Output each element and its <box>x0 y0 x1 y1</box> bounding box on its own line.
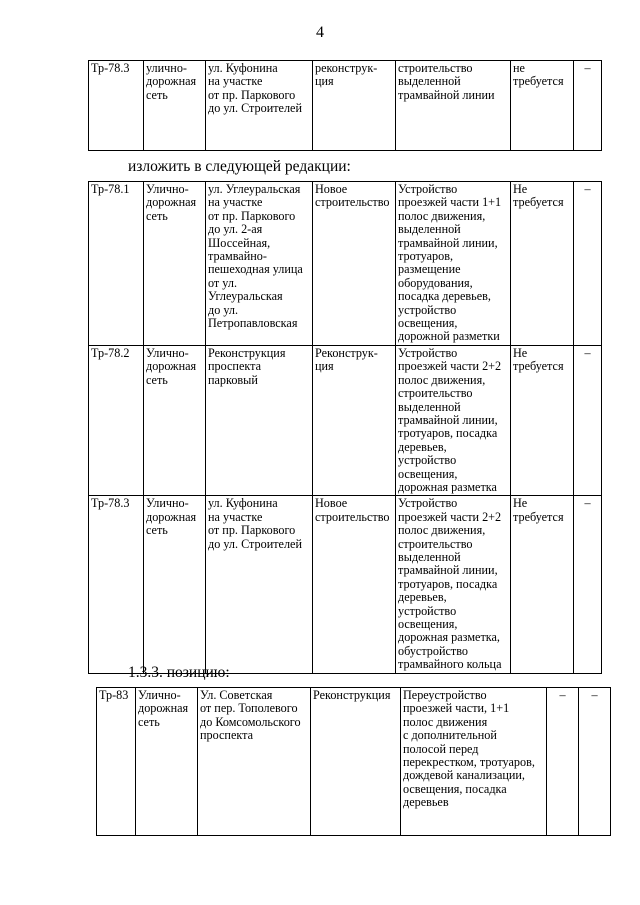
code-cell: Тр-83 <box>97 688 136 836</box>
type-cell: Улично- дорожная сеть <box>144 182 206 346</box>
type-cell: Улично- дорожная сеть <box>144 496 206 673</box>
type-cell: улично- дорожная сеть <box>144 61 206 151</box>
position-table <box>96 687 611 836</box>
table-row <box>89 345 602 495</box>
description-cell: строительство выделенной трамвайной линии <box>396 61 511 151</box>
dash-cell: – <box>547 688 579 836</box>
description-cell: Устройство проезжей части 1+1 полос движения, выделенной трамвайной линии, тротуаров, размещение оборудования, посадка деревьев, устройство освещения, дорожной разметки <box>396 182 511 346</box>
description-cell: Устройство проезжей части 2+2 полос движения, строительство выделенной трамвайной линии, тротуаров, посадка деревьев, устройство освещения, дорожная разметка <box>396 345 511 495</box>
code-cell: Тр-78.1 <box>89 182 144 346</box>
table-row <box>89 496 602 673</box>
requirement-cell: Не требуется <box>511 182 574 346</box>
dash-cell: – <box>574 182 602 346</box>
section-heading: изложить в следующей редакции: <box>128 158 351 175</box>
table-row <box>89 182 602 346</box>
section-heading: 1.3.3. позицию: <box>128 664 230 681</box>
requirement-cell: Не требуется <box>511 496 574 673</box>
location-cell: ул. Углеуральская на участке от пр. Паркового до ул. 2-ая Шоссейная, трамвайно- пешеходная улица от ул. Углеуральская до ул. Петропавловская <box>206 182 313 346</box>
work-type-cell: реконструк- ция <box>313 61 396 151</box>
dash-cell: – <box>574 61 602 151</box>
type-cell: Улично- дорожная сеть <box>136 688 198 836</box>
original-position-table <box>88 60 602 151</box>
work-type-cell: Реконструкция <box>311 688 401 836</box>
requirement-cell: Не требуется <box>511 345 574 495</box>
table-row <box>89 61 602 151</box>
description-cell: Устройство проезжей части 2+2 полос движения, строительство выделенной трамвайной линии, тротуаров, посадка деревьев, устройство освещения, дорожная разметка, обустройство трамвайного кольца <box>396 496 511 673</box>
code-cell: Тр-78.3 <box>89 496 144 673</box>
work-type-cell: Новое строительство <box>313 496 396 673</box>
location-cell: ул. Куфонина на участке от пр. Паркового до ул. Строителей <box>206 496 313 673</box>
location-cell: ул. Куфонина на участке от пр. Паркового до ул. Строителей <box>206 61 313 151</box>
dash-cell: – <box>574 345 602 495</box>
table-row <box>97 688 611 836</box>
work-type-cell: Реконструк- ция <box>313 345 396 495</box>
location-cell: Реконструкция проспекта парковый <box>206 345 313 495</box>
dash-cell: – <box>574 496 602 673</box>
location-cell: Ул. Советская от пер. Тополевого до Комсомольского проспекта <box>198 688 311 836</box>
type-cell: Улично- дорожная сеть <box>144 345 206 495</box>
requirement-cell: не требуется <box>511 61 574 151</box>
dash-cell: – <box>579 688 611 836</box>
code-cell: Тр-78.2 <box>89 345 144 495</box>
code-cell: Тр-78.3 <box>89 61 144 151</box>
page-number: 4 <box>316 24 324 41</box>
description-cell: Переустройство проезжей части, 1+1 полос движения с дополнительной полосой перед перекрестком, тротуаров, дождевой канализации, освещения, посадка деревьев <box>401 688 547 836</box>
work-type-cell: Новое строительство <box>313 182 396 346</box>
new-edition-table <box>88 181 602 674</box>
